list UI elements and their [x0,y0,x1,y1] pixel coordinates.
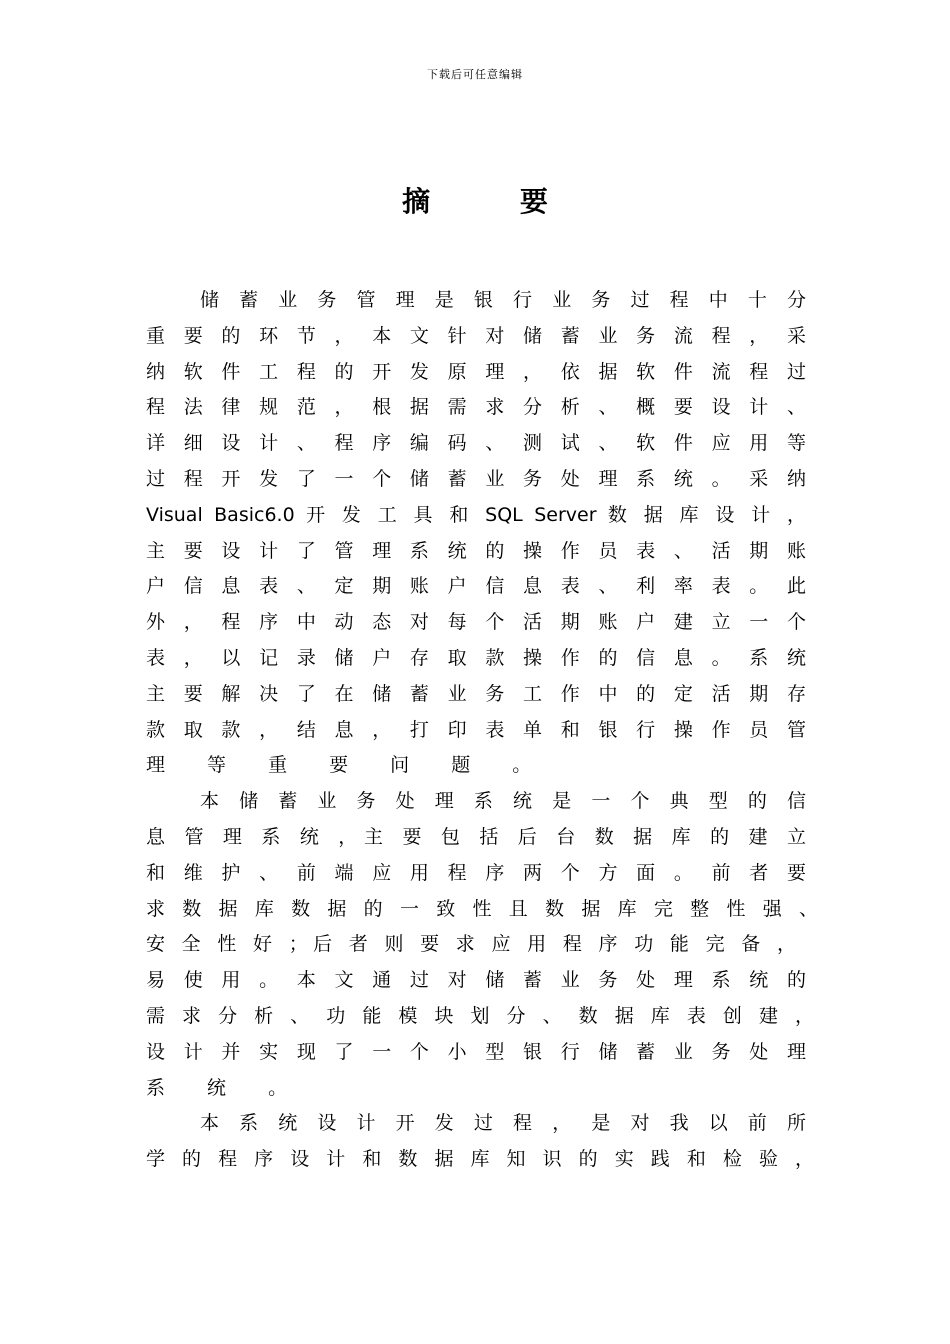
page-title: 摘 要 [402,185,588,218]
paragraph-line: 重 要 的 环 节 ， 本 文 针 对 储 蓄 业 务 流 程 ， 采 [146,324,806,347]
paragraph-line: 需 求 分 析 、 功 能 模 块 划 分 、 数 据 库 表 创 建 ， [146,1004,814,1027]
abstract-body [146,283,818,1178]
paragraph-line: 本 系 统 设 计 开 发 过 程 ， 是 对 我 以 前 所 [200,1112,806,1135]
paragraph-line: 设 计 并 实 现 了 一 个 小 型 银 行 储 蓄 业 务 处 理 [146,1040,806,1063]
paragraph-line: 安 全 性 好 ；后 者 则 要 求 应 用 程 序 功 能 完 备 ， [146,933,796,956]
paragraph-line: 主 要 设 计 了 管 理 系 统 的 操 作 员 表 、 活 期 账 [146,539,806,562]
paragraph-line: 程 法 律 规 范 ， 根 据 需 求 分 析 、 概 要 设 计 、 [146,396,806,419]
paragraph-line: 学 的 程 序 设 计 和 数 据 库 知 识 的 实 践 和 检 验 ， [146,1148,814,1171]
paragraph-line: 求 数 据 库 数 据 的 一 致 性 且 数 据 库 完 整 性 强 、 [146,897,818,920]
paragraph-line: 系 统 。 [146,1076,306,1099]
paragraph-line: 款 取 款 ， 结 息 ， 打 印 表 单 和 银 行 操 作 员 管 [146,718,806,741]
paragraph-line: Visual Basic6.0 开 发 工 具 和 SQL Server 数 据 库 设 计 ， [146,503,806,526]
paragraph-line: 纳 软 件 工 程 的 开 发 原 理 ， 依 据 软 件 流 程 过 [146,360,806,383]
paragraph-line: 储 蓄 业 务 管 理 是 银 行 业 务 过 程 中 十 分 [200,289,806,311]
paragraph-line: 外 ， 程 序 中 动 态 对 每 个 活 期 账 户 建 立 一 个 [146,611,806,634]
paragraph-line: 息 管 理 系 统 ，主 要 包 括 后 台 数 据 库 的 建 立 [146,825,806,848]
paragraph-line: 表 ， 以 记 录 储 户 存 取 款 操 作 的 信 息 。 系 统 [146,646,806,669]
paragraph-line: 理 等 重 要 问 题 。 [146,754,550,777]
paragraph-line: 本 储 蓄 业 务 处 理 系 统 是 一 个 典 型 的 信 [200,790,806,813]
paragraph-line: 户 信 息 表 、 定 期 账 户 信 息 表 、 利 率 表 。 此 [146,575,806,598]
header-note: 下载后可任意编辑 [427,68,523,81]
paragraph-line: 过 程 开 发 了 一 个 储 蓄 业 务 处 理 系 统 。 采 纳 [146,467,806,490]
paragraph-line: 详 细 设 计 、 程 序 编 码 、 测 试 、 软 件 应 用 等 [146,432,806,455]
paragraph-line: 主 要 解 决 了 在 储 蓄 业 务 工 作 中 的 定 活 期 存 [146,682,806,705]
paragraph-line: 易 使 用 。 本 文 通 过 对 储 蓄 业 务 处 理 系 统 的 [146,969,806,992]
paragraph-line: 和 维 护 、 前 端 应 用 程 序 两 个 方 面 。 前 者 要 [146,861,806,884]
